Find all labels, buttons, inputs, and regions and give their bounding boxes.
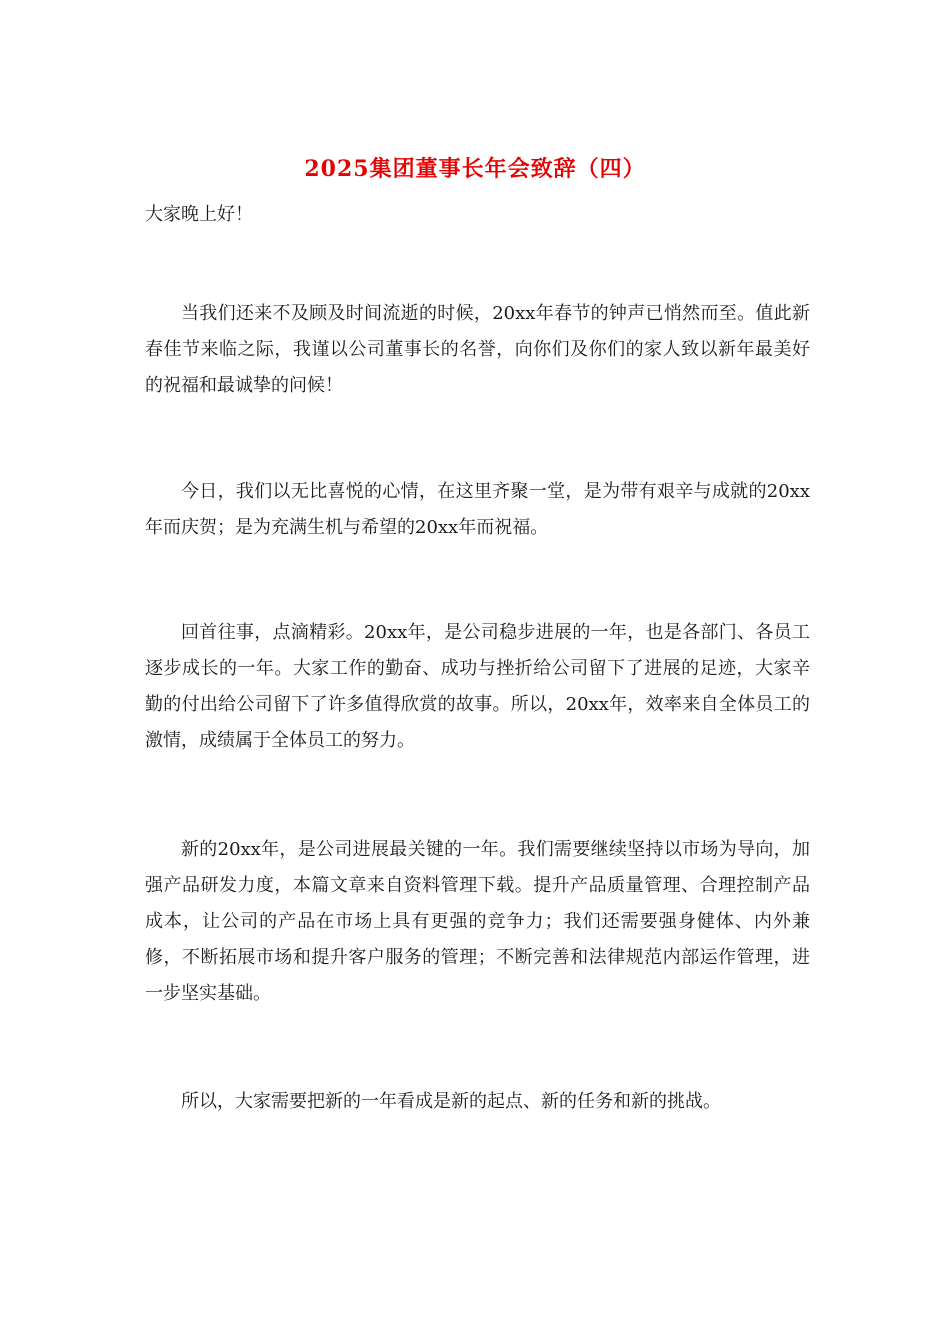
- paragraph-1: 当我们还来不及顾及时间流逝的时候，20xx年春节的钟声已悄然而至。值此新春佳节来临之际，我谨以公司董事长的名誉，向你们及你们的家人致以新年最美好的祝福和最诚挚的问候！: [145, 303, 810, 396]
- paragraph-5: 所以，大家需要把新的一年看成是新的起点、新的任务和新的挑战。: [181, 1091, 721, 1112]
- document-title: 2025集团董事长年会致辞（四）: [304, 156, 646, 182]
- paragraph-3: 回首往事，点滴精彩。20xx年，是公司稳步进展的一年，也是各部门、各员工逐步成长的一年。大家工作的勤奋、成功与挫折给公司留下了进展的足迹，大家辛勤的付出给公司留下了许多值得欣赏的故事。所以，20xx年，效率来自全体员工的激情，成绩属于全体员工的努力。: [145, 622, 810, 751]
- greeting-line: 大家晚上好！: [145, 204, 253, 225]
- paragraph-4: 新的20xx年，是公司进展最关键的一年。我们需要继续坚持以市场为导向，加强产品研发力度，本篇文章来自资料管理下载。提升产品质量管理、合理控制产品成本，让公司的产品在市场上具有更强的竞争力；我们还需要强身健体、内外兼修，不断拓展市场和提升客户服务的管理；不断完善和法律规范内部运作管理，进一步坚实基础。: [145, 839, 810, 1004]
- paragraph-2: 今日，我们以无比喜悦的心情，在这里齐聚一堂，是为带有艰辛与成就的20xx年而庆贺；是为充满生机与希望的20xx年而祝福。: [145, 481, 810, 538]
